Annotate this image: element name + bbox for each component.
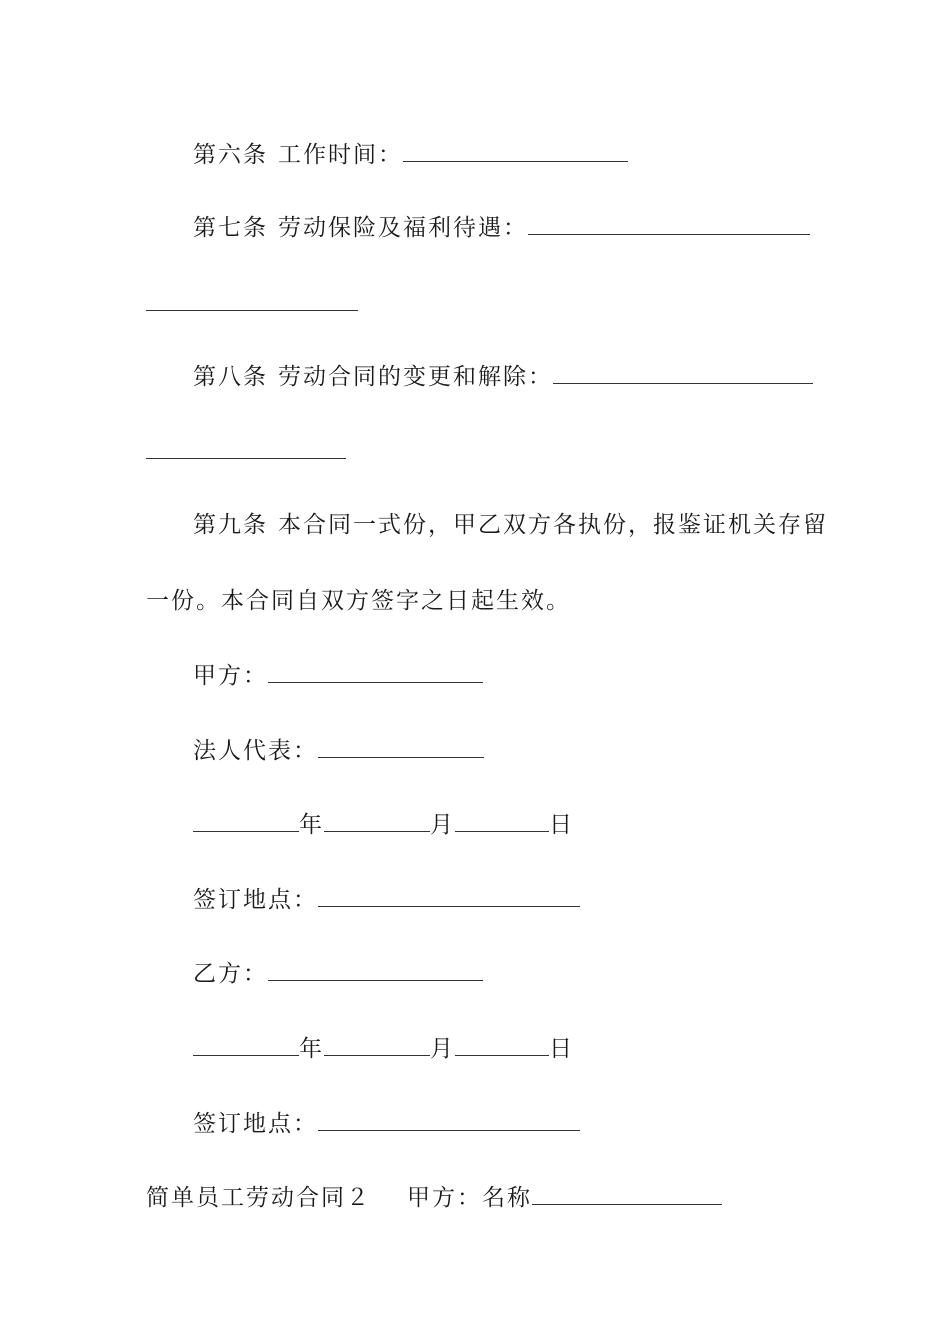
party-b-line [193,958,483,989]
article-7-label: 第七条 [193,215,268,241]
article-6 [193,139,628,170]
article-6-text: 工作时间： [278,142,403,168]
date-line-1 [193,809,574,840]
next-contract-party-a: 甲方：名称 [407,1185,532,1211]
place-blank-1[interactable] [318,884,580,907]
place-label-1: 签订地点： [193,887,318,913]
legal-rep-blank[interactable] [318,735,484,758]
legal-rep-label: 法人代表： [193,738,318,764]
place-label-2: 签订地点： [193,1111,318,1137]
month-label-2: 月 [430,1036,455,1062]
article-7-blank[interactable] [528,212,810,235]
article-7-blank-2[interactable] [146,288,358,311]
month-blank-2[interactable] [324,1033,430,1056]
article-8 [193,361,813,392]
article-7-text: 劳动保险及福利待遇： [278,215,528,241]
article-6-blank[interactable] [403,139,628,162]
place-blank-2[interactable] [318,1108,580,1131]
article-9-text: 本合同一式份，甲乙双方各执份，报鉴证机关存留 [278,512,828,538]
month-blank-1[interactable] [324,809,430,832]
party-a-blank[interactable] [268,660,483,683]
party-b-label: 乙方： [193,961,268,987]
place-line-1 [193,884,580,915]
next-contract-party-a-blank[interactable] [532,1182,722,1205]
day-blank-2[interactable] [455,1033,549,1056]
legal-rep-line [193,735,484,766]
article-6-label: 第六条 [193,142,268,168]
article-8-text: 劳动合同的变更和解除： [278,364,553,390]
day-blank-1[interactable] [455,809,549,832]
article-7 [193,212,810,243]
year-label-2: 年 [299,1036,324,1062]
day-label-2: 日 [549,1036,574,1062]
party-a-label: 甲方： [193,663,268,689]
article-8-blank[interactable] [553,361,813,384]
next-contract-heading [146,1182,722,1213]
date-line-2 [193,1033,574,1064]
year-label-1: 年 [299,812,324,838]
article-8-label: 第八条 [193,364,268,390]
next-contract-title: 简单员工劳动合同２ [146,1185,371,1211]
article-7-continuation [146,288,358,319]
article-9 [193,510,828,540]
year-blank-1[interactable] [193,809,299,832]
article-8-blank-2[interactable] [146,436,346,459]
article-8-continuation [146,436,346,467]
article-9-label: 第九条 [193,512,268,538]
year-blank-2[interactable] [193,1033,299,1056]
place-line-2 [193,1108,580,1139]
article-9-continuation [146,586,571,616]
day-label-1: 日 [549,812,574,838]
party-a-line [193,660,483,691]
party-b-blank[interactable] [268,958,483,981]
article-9-continuation-text: 一份。本合同自双方签字之日起生效。 [146,588,571,614]
month-label-1: 月 [430,812,455,838]
